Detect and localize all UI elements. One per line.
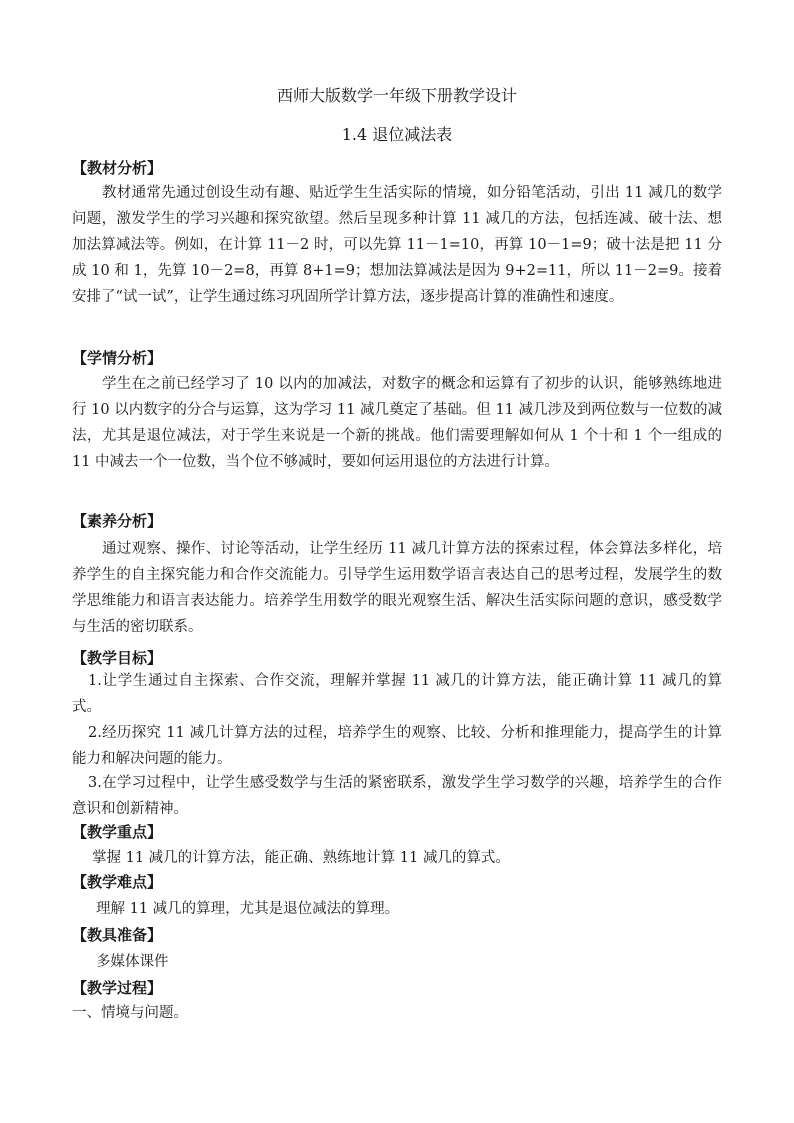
lesson-subtitle: 1.4 退位减法表 — [341, 125, 453, 144]
goal-item-3: 3.在学习过程中，让学生感受数学与生活的紧密联系，激发学生学习数学的兴趣，培养学生的合作意识和创新精神。 — [72, 775, 722, 817]
heading-difficulties: 【教学难点】 — [72, 873, 163, 891]
student-analysis-body: 学生在之前已经学习了 10 以内的加减法，对数字的概念和运算有了初步的认识，能够熟练地进行 10 以内数字的分合与运算，这为学习 11 减几奠定了基础。但 11 减几涉及到两位数与一位数的减法，尤其是退位减法，对于学生来说是一个新的挑战。他们需要理解如何从 1 个十和 1 个一组成的 11 中减去一个一位数，当个位不够减时，要如何运用退位的方法进行计算。 — [72, 376, 722, 470]
heading-literacy-analysis: 【素养分析】 — [72, 512, 163, 530]
heading-student-analysis: 【学情分析】 — [72, 349, 163, 367]
textbook-analysis-body: 教材通常先通过创设生动有趣、贴近学生生活实际的情境，如分铅笔活动，引出 11 减几的数学问题，激发学生的学习兴趣和探究欲望。然后呈现多种计算 11 减几的方法，包括连减、破十法、想加法算减法等。例如，在计算 11－2 时，可以先算 11－1=10，再算 10－1=9；破十法是把 11 分成 10 和 1，先算 10－2=8，再算 8+1=9；想加法算减法是因为 9+2=11，所以 11－2=9。接着安排了“试一试”，让学生通过练习巩固所学计算方法，逐步提高计算的准确性和速度。 — [72, 185, 722, 305]
heading-materials: 【教具准备】 — [72, 926, 163, 944]
difficulties-body: 理解 11 减几的算理，尤其是退位减法的算理。 — [96, 901, 400, 917]
heading-key-points: 【教学重点】 — [72, 823, 163, 841]
key-points-body: 掌握 11 减几的计算方法，能正确、熟练地计算 11 减几的算式。 — [92, 850, 510, 866]
heading-teaching-goals: 【教学目标】 — [72, 649, 163, 667]
materials-body: 多媒体课件 — [96, 954, 169, 970]
literacy-analysis-body: 通过观察、操作、讨论等活动，让学生经历 11 减几计算方法的探索过程，体会算法多样化，培养学生的自主探究能力和合作交流能力。引导学生运用数学语言表达自己的思考过程，发展学生的数学思维能力和语言表达能力。培养学生用数学的眼光观察生活、解决生活实际问题的意识，感受数学与生活的密切联系。 — [72, 541, 722, 635]
process-step-1: 一、情境与问题。 — [72, 1005, 188, 1021]
goal-item-1: 1.让学生通过自主探索、合作交流，理解并掌握 11 减几的计算方法，能正确计算 11 减几的算式。 — [72, 673, 722, 715]
heading-textbook-analysis: 【教材分析】 — [72, 159, 163, 177]
goal-item-2: 2.经历探究 11 减几计算方法的过程，培养学生的观察、比较、分析和推理能力，提高学生的计算能力和解决问题的能力。 — [72, 725, 722, 767]
document-title: 西师大版数学一年级下册教学设计 — [276, 86, 517, 105]
heading-teaching-process: 【教学过程】 — [72, 979, 163, 997]
